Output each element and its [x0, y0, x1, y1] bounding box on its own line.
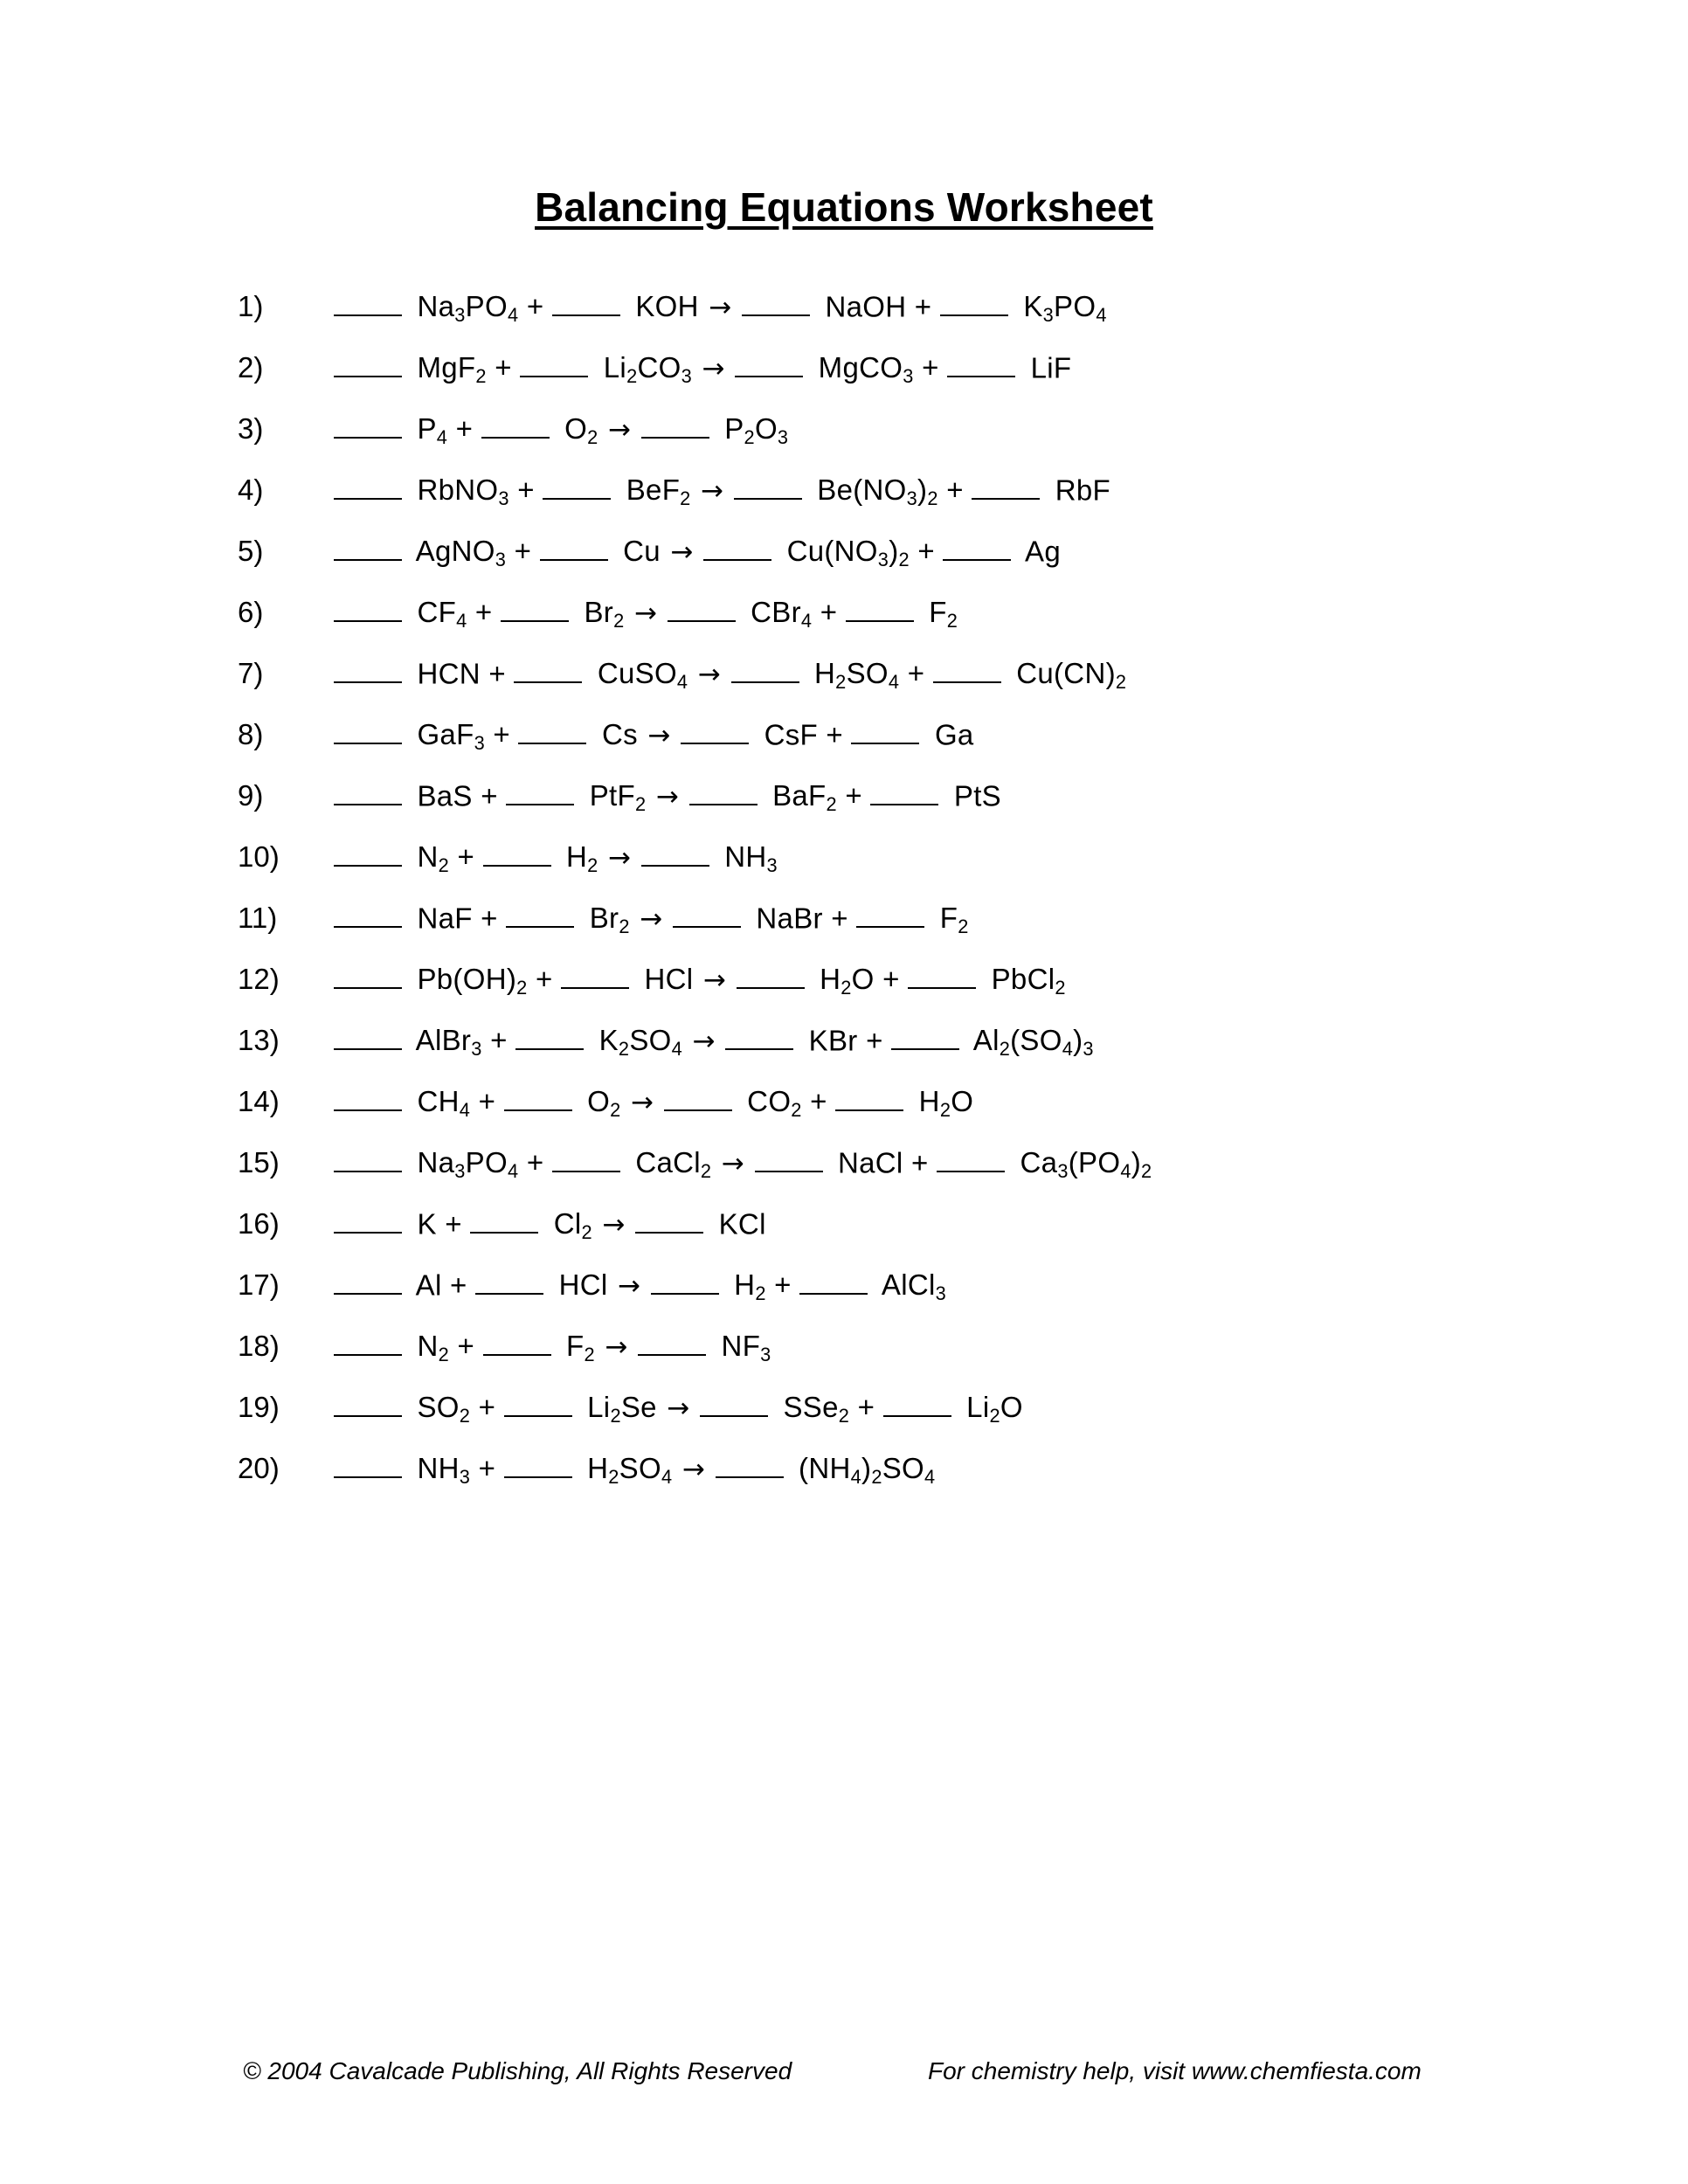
coefficient-blank[interactable]: [755, 1144, 823, 1172]
page-title-text: Balancing Equations Worksheet: [535, 184, 1153, 230]
formula-text: $Pb(OH)_2$ +: [409, 963, 562, 999]
equation-number: 2): [238, 351, 264, 384]
coefficient-blank[interactable]: [664, 1083, 732, 1111]
coefficient-blank[interactable]: [725, 1022, 793, 1050]
equation-row: [238, 1389, 1548, 1450]
page-title: [0, 183, 1688, 231]
formula-text: KCl: [710, 1207, 766, 1241]
formula-text: $F_2$: [931, 902, 969, 938]
equation-body: [334, 288, 1107, 327]
formula-text: $N_2$ +: [409, 840, 483, 877]
coefficient-blank[interactable]: [937, 1144, 1005, 1172]
formula-text: MgCO$_3$ +: [810, 351, 948, 388]
formula-text: BaF$_2$ +: [764, 779, 871, 816]
coefficient-blank[interactable]: [504, 1083, 572, 1111]
reaction-arrow-icon: →: [721, 1148, 745, 1180]
formula-text: PtS: [945, 779, 1001, 812]
coefficient-blank[interactable]: [731, 655, 799, 683]
equation-row: [238, 411, 1548, 472]
equation-body: [334, 655, 1127, 694]
coefficient-blank[interactable]: [334, 349, 402, 377]
formula-text: $K_3PO_4$: [1014, 290, 1107, 327]
formula-text: $O_2$ →: [556, 412, 632, 449]
equation-row: [238, 716, 1548, 778]
formula-text: $H_2SO_4$ →: [578, 1452, 706, 1489]
coefficient-blank[interactable]: [470, 1206, 538, 1234]
coefficient-blank[interactable]: [673, 900, 741, 928]
formula-text: $SO_2$ +: [409, 1391, 504, 1427]
coefficient-blank[interactable]: [851, 716, 919, 744]
coefficient-blank[interactable]: [552, 1144, 620, 1172]
coefficient-blank[interactable]: [734, 472, 802, 500]
coefficient-blank[interactable]: [846, 594, 914, 622]
formula-text: $NH_3$: [716, 840, 778, 877]
formula-text: $Ca_3(PO_4)_2$: [1012, 1146, 1152, 1183]
formula-text: Cu →: [614, 535, 694, 569]
coefficient-blank[interactable]: [334, 655, 402, 683]
reaction-arrow-icon: →: [655, 781, 680, 813]
formula-text: $H_2$ +: [725, 1268, 800, 1305]
reaction-arrow-icon: →: [608, 842, 632, 874]
coefficient-blank[interactable]: [334, 472, 402, 500]
coefficient-blank[interactable]: [933, 655, 1001, 683]
formula-text: $F_2$ →: [557, 1330, 628, 1366]
equation-body: [334, 900, 969, 938]
formula-text: $N_2$ +: [409, 1330, 483, 1366]
formula-text: $Li_2CO_3$ →: [595, 351, 725, 388]
footer-help: For chemistry help, visit www.chemfiesta.com: [928, 2057, 1422, 2084]
coefficient-blank[interactable]: [501, 594, 569, 622]
coefficient-blank[interactable]: [481, 411, 550, 439]
coefficient-blank[interactable]: [716, 1450, 784, 1478]
reaction-arrow-icon: →: [697, 659, 722, 691]
coefficient-blank[interactable]: [483, 839, 551, 867]
coefficient-blank[interactable]: [638, 1328, 706, 1356]
coefficient-blank[interactable]: [540, 533, 608, 561]
equation-body: [334, 1389, 1023, 1427]
reaction-arrow-icon: →: [647, 720, 671, 752]
equation-number: 11): [238, 902, 278, 935]
equation-body: [334, 533, 1062, 571]
coefficient-blank[interactable]: [334, 900, 402, 928]
reaction-arrow-icon: →: [681, 1454, 706, 1486]
equation-number: 6): [238, 596, 264, 629]
formula-text: RbF: [1047, 473, 1110, 507]
formula-text: HCl →: [550, 1268, 641, 1303]
formula-text: $Na_3PO_4$ +: [409, 290, 552, 327]
equation-row: [238, 472, 1548, 533]
reaction-arrow-icon: →: [701, 475, 724, 508]
coefficient-blank[interactable]: [334, 533, 402, 561]
equation-body: [334, 778, 1001, 816]
coefficient-blank[interactable]: [641, 411, 709, 439]
coefficient-blank[interactable]: [552, 288, 620, 316]
formula-text: LiF: [1022, 351, 1072, 384]
coefficient-blank[interactable]: [543, 472, 611, 500]
formula-text: K +: [409, 1207, 471, 1241]
formula-text: BaS +: [409, 779, 507, 812]
coefficient-blank[interactable]: [475, 1267, 543, 1295]
reaction-arrow-icon: →: [702, 353, 725, 385]
coefficient-blank[interactable]: [668, 594, 736, 622]
formula-text: $Br_2$ →: [581, 902, 663, 938]
formula-text: KOH →: [626, 290, 732, 324]
equation-body: [334, 839, 778, 877]
formula-text: HCl →: [636, 963, 727, 997]
formula-text: MgF$_2$ +: [409, 351, 521, 388]
coefficient-blank[interactable]: [703, 533, 771, 561]
formula-text: Ga: [926, 718, 974, 751]
reaction-arrow-icon: →: [630, 1087, 654, 1119]
equation-row: [238, 349, 1548, 411]
formula-text: KBr +: [800, 1024, 892, 1057]
coefficient-blank[interactable]: [514, 655, 582, 683]
coefficient-blank[interactable]: [334, 778, 402, 805]
equation-row: [238, 900, 1548, 961]
coefficient-blank[interactable]: [518, 716, 586, 744]
equation-row: [238, 1206, 1548, 1267]
equation-number: 12): [238, 963, 280, 996]
reaction-arrow-icon: →: [709, 292, 732, 324]
coefficient-blank[interactable]: [799, 1267, 868, 1295]
formula-text: $H_2$ →: [557, 840, 632, 877]
equation-row: [238, 288, 1548, 349]
formula-text: $CO_2$ +: [738, 1085, 836, 1122]
equation-row: [238, 839, 1548, 900]
coefficient-blank[interactable]: [641, 839, 709, 867]
coefficient-blank[interactable]: [334, 1328, 402, 1356]
equation-body: [334, 1206, 766, 1244]
formula-text: NaBr +: [747, 902, 857, 935]
formula-text: SSe$_2$ +: [775, 1391, 883, 1427]
coefficient-blank[interactable]: [506, 778, 574, 805]
equation-body: [334, 411, 789, 449]
reaction-arrow-icon: →: [692, 1026, 716, 1058]
formula-text: HCN +: [409, 657, 515, 690]
formula-text: PbCl$_2$: [983, 963, 1066, 999]
coefficient-blank[interactable]: [483, 1328, 551, 1356]
equation-number: 3): [238, 412, 264, 446]
coefficient-blank[interactable]: [742, 288, 810, 316]
equation-number: 13): [238, 1024, 280, 1057]
coefficient-blank[interactable]: [737, 961, 805, 989]
equation-number: 8): [238, 718, 264, 751]
equation-body: [334, 716, 974, 755]
coefficient-blank[interactable]: [835, 1083, 903, 1111]
formula-text: $Cu(NO_3)_2$ +: [778, 535, 944, 571]
formula-text: $Be(NO_3)_2$ +: [808, 473, 972, 510]
equation-body: [334, 1022, 1094, 1061]
equation-number: 7): [238, 657, 264, 690]
coefficient-blank[interactable]: [515, 1022, 584, 1050]
coefficient-blank[interactable]: [334, 716, 402, 744]
reaction-arrow-icon: →: [667, 1393, 690, 1425]
equation-number: 4): [238, 473, 264, 507]
formula-text: AlBr$_3$ +: [409, 1024, 516, 1061]
equation-row: [238, 655, 1548, 716]
formula-text: CaCl$_2$ →: [626, 1146, 745, 1183]
coefficient-blank[interactable]: [735, 349, 803, 377]
coefficient-blank[interactable]: [334, 411, 402, 439]
formula-text: Al +: [409, 1268, 476, 1302]
formula-text: $Li_2O$: [958, 1391, 1023, 1427]
formula-text: $Na_3PO_4$ +: [409, 1146, 552, 1183]
equation-row: [238, 961, 1548, 1022]
coefficient-blank[interactable]: [504, 1450, 572, 1478]
equation-number: 1): [238, 290, 264, 323]
equation-number: 14): [238, 1085, 280, 1118]
equation-body: [334, 1083, 974, 1122]
formula-text: $Li_2Se$ →: [578, 1391, 690, 1427]
coefficient-blank[interactable]: [561, 961, 629, 989]
formula-text: $Br_2$ →: [575, 596, 658, 632]
formula-text: $O_2$ →: [578, 1085, 654, 1122]
equation-body: [334, 594, 958, 632]
formula-text: AgNO$_3$ +: [409, 535, 540, 571]
formula-text: RbNO$_3$ +: [409, 473, 543, 510]
equation-number: 17): [238, 1268, 280, 1302]
coefficient-blank[interactable]: [334, 1389, 402, 1417]
coefficient-blank[interactable]: [506, 900, 574, 928]
equation-number: 9): [238, 779, 264, 812]
formula-text: $H_2SO_4$ +: [806, 657, 933, 694]
coefficient-blank[interactable]: [700, 1389, 768, 1417]
equation-body: [334, 1267, 946, 1305]
equation-number: 10): [238, 840, 280, 874]
coefficient-blank[interactable]: [334, 961, 402, 989]
formula-text: $NH_3$ +: [409, 1452, 504, 1489]
coefficient-blank[interactable]: [334, 1022, 402, 1050]
formula-text: $K_2SO_4$ →: [591, 1024, 716, 1061]
equation-row: [238, 1083, 1548, 1144]
formula-text: NaCl +: [829, 1146, 937, 1179]
equation-body: [334, 961, 1066, 999]
equation-number: 18): [238, 1330, 280, 1363]
reaction-arrow-icon: →: [602, 1209, 626, 1241]
coefficient-blank[interactable]: [681, 716, 749, 744]
formula-text: CsF +: [756, 718, 852, 751]
formula-text: $CH_4$ +: [409, 1085, 504, 1122]
formula-text: NaOH +: [816, 290, 940, 323]
formula-text: $CF_4$ +: [409, 596, 501, 632]
formula-text: $NF_3$: [713, 1330, 771, 1366]
equation-row: [238, 1267, 1548, 1328]
coefficient-blank[interactable]: [334, 1450, 402, 1478]
formula-text: $Cl_2$ →: [545, 1207, 626, 1244]
equation-number: 19): [238, 1391, 280, 1424]
equation-body: [334, 349, 1072, 388]
equation-row: [238, 1328, 1548, 1389]
equation-body: [334, 1328, 771, 1366]
equation-row: [238, 778, 1548, 839]
coefficient-blank[interactable]: [334, 839, 402, 867]
reaction-arrow-icon: →: [605, 1331, 628, 1364]
equation-row: [238, 1022, 1548, 1083]
coefficient-blank[interactable]: [940, 288, 1008, 316]
equation-body: [334, 1144, 1152, 1183]
coefficient-blank[interactable]: [689, 778, 758, 805]
equation-row: [238, 533, 1548, 594]
coefficient-blank[interactable]: [891, 1022, 959, 1050]
formula-text: Cs →: [593, 718, 671, 752]
reaction-arrow-icon: →: [702, 964, 727, 997]
coefficient-blank[interactable]: [334, 1144, 402, 1172]
coefficient-blank[interactable]: [334, 594, 402, 622]
formula-text: BeF$_2$ →: [618, 473, 724, 510]
coefficient-blank[interactable]: [334, 1206, 402, 1234]
formula-text: AlCl$_3$: [875, 1268, 946, 1305]
formula-text: $Cu(CN)_2$: [1007, 657, 1127, 694]
formula-text: PtF$_2$ →: [581, 779, 680, 816]
coefficient-blank[interactable]: [334, 1267, 402, 1295]
equation-list: [238, 288, 1548, 1511]
formula-text: Ag: [1018, 535, 1062, 568]
coefficient-blank[interactable]: [972, 472, 1040, 500]
equation-number: 20): [238, 1452, 280, 1485]
coefficient-blank[interactable]: [943, 533, 1011, 561]
coefficient-blank[interactable]: [947, 349, 1015, 377]
formula-text: CuSO$_4$ →: [589, 657, 722, 694]
equation-row: [238, 594, 1548, 655]
formula-text: $F_2$: [920, 596, 958, 632]
formula-text: $(NH_4)_2SO_4$: [790, 1452, 936, 1489]
coefficient-blank[interactable]: [520, 349, 588, 377]
coefficient-blank[interactable]: [334, 1083, 402, 1111]
formula-text: $P_2O_3$: [716, 412, 789, 449]
coefficient-blank[interactable]: [504, 1389, 572, 1417]
equation-row: [238, 1450, 1548, 1511]
coefficient-blank[interactable]: [870, 778, 938, 805]
formula-text: GaF$_3$ +: [409, 718, 519, 755]
coefficient-blank[interactable]: [635, 1206, 703, 1234]
reaction-arrow-icon: →: [640, 903, 663, 936]
formula-text: $Al_2(SO_4)_3$: [966, 1024, 1094, 1061]
reaction-arrow-icon: →: [633, 598, 658, 630]
equation-number: 5): [238, 535, 264, 568]
formula-text: NaF +: [409, 902, 507, 935]
reaction-arrow-icon: →: [617, 1270, 641, 1303]
formula-text: CBr$_4$ +: [742, 596, 846, 632]
equation-row: [238, 1144, 1548, 1206]
coefficient-blank[interactable]: [334, 288, 402, 316]
formula-text: $H_2O$: [910, 1085, 974, 1122]
equation-body: [334, 472, 1110, 510]
coefficient-blank[interactable]: [856, 900, 924, 928]
coefficient-blank[interactable]: [883, 1389, 951, 1417]
footer-copyright: © 2004 Cavalcade Publishing, All Rights Reserved: [243, 2057, 792, 2084]
coefficient-blank[interactable]: [651, 1267, 719, 1295]
equation-number: 16): [238, 1207, 280, 1241]
equation-number: 15): [238, 1146, 280, 1179]
reaction-arrow-icon: →: [608, 414, 632, 446]
reaction-arrow-icon: →: [670, 536, 694, 569]
formula-text: $H_2O$ +: [811, 963, 909, 999]
equation-body: [334, 1450, 936, 1489]
coefficient-blank[interactable]: [908, 961, 976, 989]
formula-text: $P_4$ +: [409, 412, 481, 449]
